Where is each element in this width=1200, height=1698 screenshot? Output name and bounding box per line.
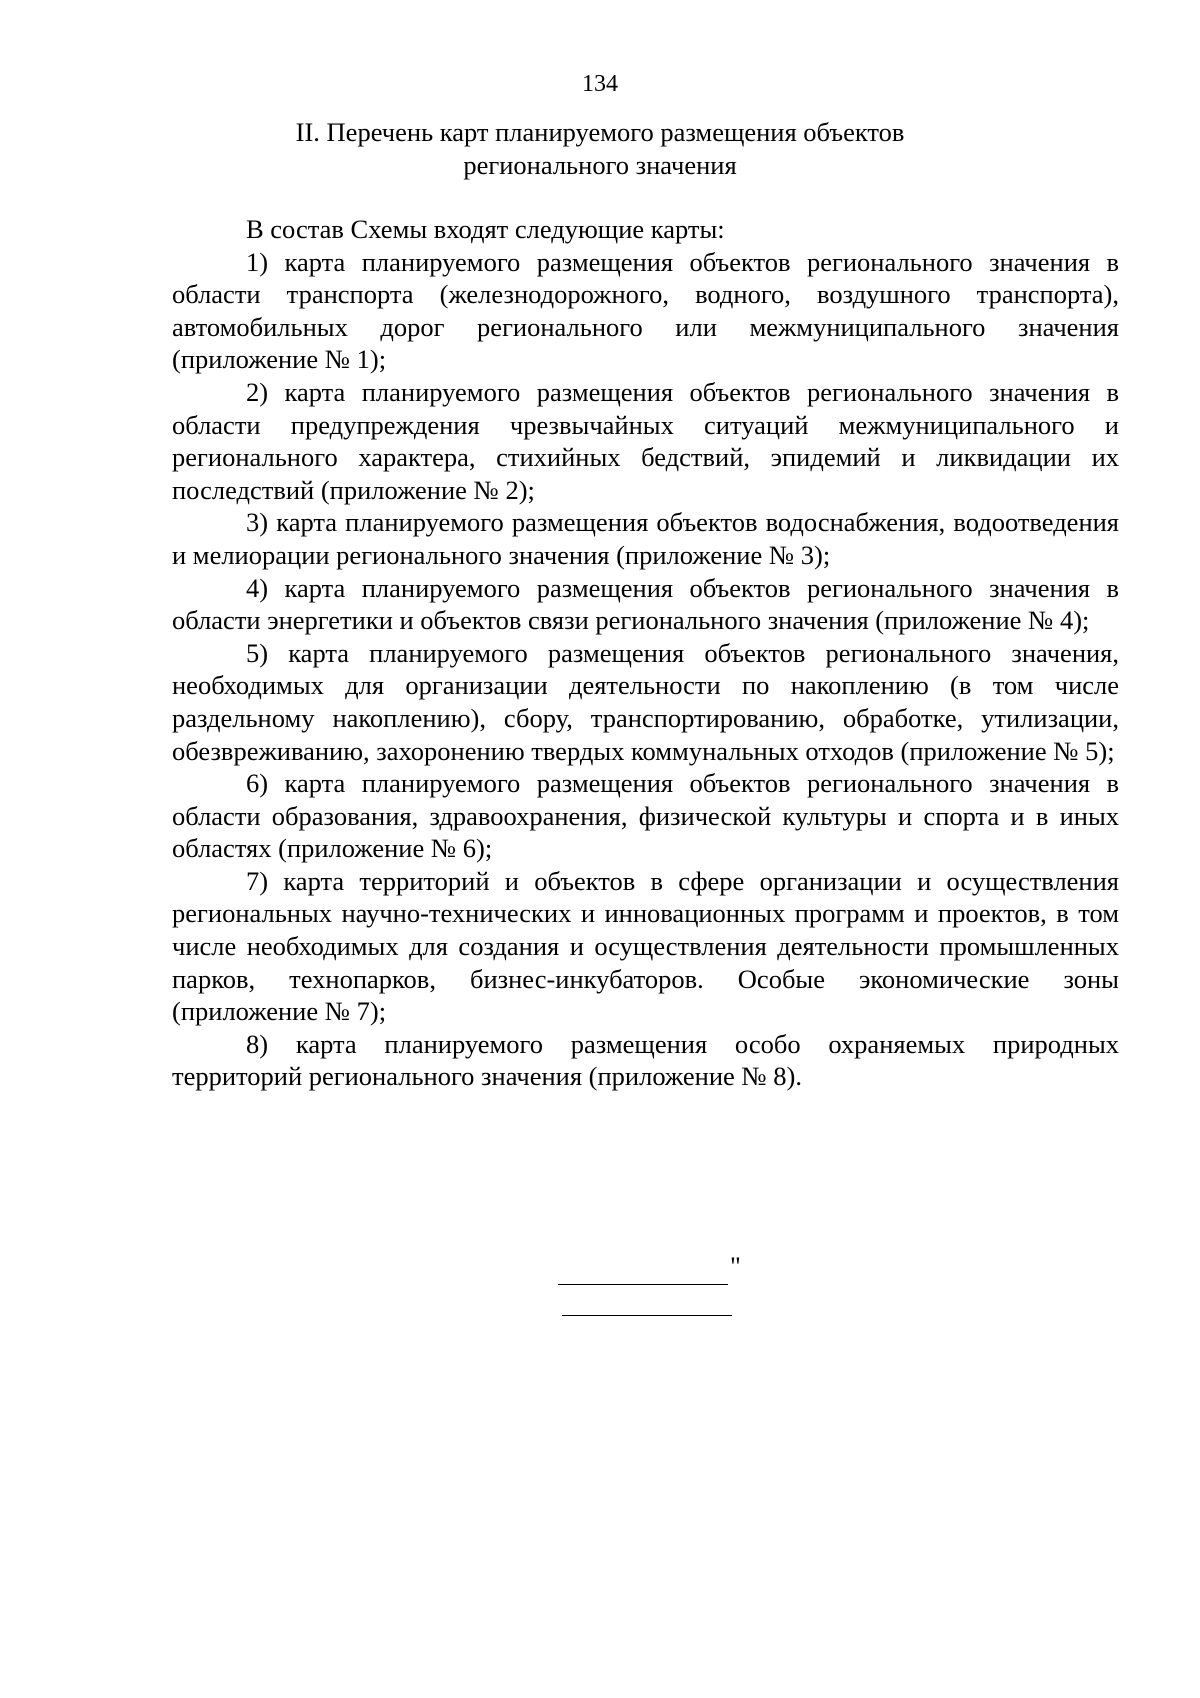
section-title (200, 116, 1000, 182)
list-item-8: 8) карта планируемого размещения особо охраняемых природных территорий регионального значения (приложение № 8). (172, 1028, 1119, 1092)
end-rule (562, 1315, 732, 1316)
intro-paragraph: В состав Схемы входят следующие карты: (246, 214, 725, 244)
list-item-6: 6) карта планируемого размещения объектов регионального значения в области образования, здравоохранения, физической культуры и спорта и в иных областях (приложение № 6); (172, 768, 1119, 864)
list-item-3: 3) карта планируемого размещения объектов водоснабжения, водоотведения и мелиорации регионального значения (приложение № 3); (172, 507, 1119, 570)
list-item-5: 5) карта планируемого размещения объектов регионального значения, необходимых для организации деятельности по накоплению (в том числе раздельному накоплению), сбору, транспортированию, обработке, утилизации, обезвреживанию, захоронению твердых коммунальных отходов (приложение № 5); (172, 637, 1119, 766)
list-item-4: 4) карта планируемого размещения объектов регионального значения в области энергетики и объектов связи регионального значения (приложение № 4); (172, 572, 1119, 636)
closing-rule (558, 1284, 728, 1285)
list-item-7: 7) карта территорий и объектов в сфере организации и осуществления региональных научно-технических и инновационных программ и проектов, в том числе необходимых для создания и осуществления деятельности промышленных парков, технопарков, бизнес-инкубаторов. Особые экономические зоны (приложение № 7); (172, 865, 1119, 1027)
closing-quote-mark: " (730, 1251, 741, 1281)
list-item-2: 2) карта планируемого размещения объектов регионального значения в области предупреждения чрезвычайных ситуаций межмуниципального и регионального характера, стихийных бедствий, эпидемий и ликвидации их последствий (приложение № 2); (172, 376, 1119, 505)
section-title-line-1: II. Перечень карт планируемого размещения объектов (295, 117, 905, 147)
section-title-line-2: регионального значения (463, 150, 737, 180)
closing-marks (558, 1250, 748, 1320)
list-item-1: 1) карта планируемого размещения объектов регионального значения в области транспорта (железнодорожного, водного, воздушного транспорта), автомобильных дорог регионального или межмуниципального значения (приложение № 1); (172, 246, 1119, 375)
page-number: 134 (582, 71, 618, 97)
body-text (172, 213, 1119, 1093)
